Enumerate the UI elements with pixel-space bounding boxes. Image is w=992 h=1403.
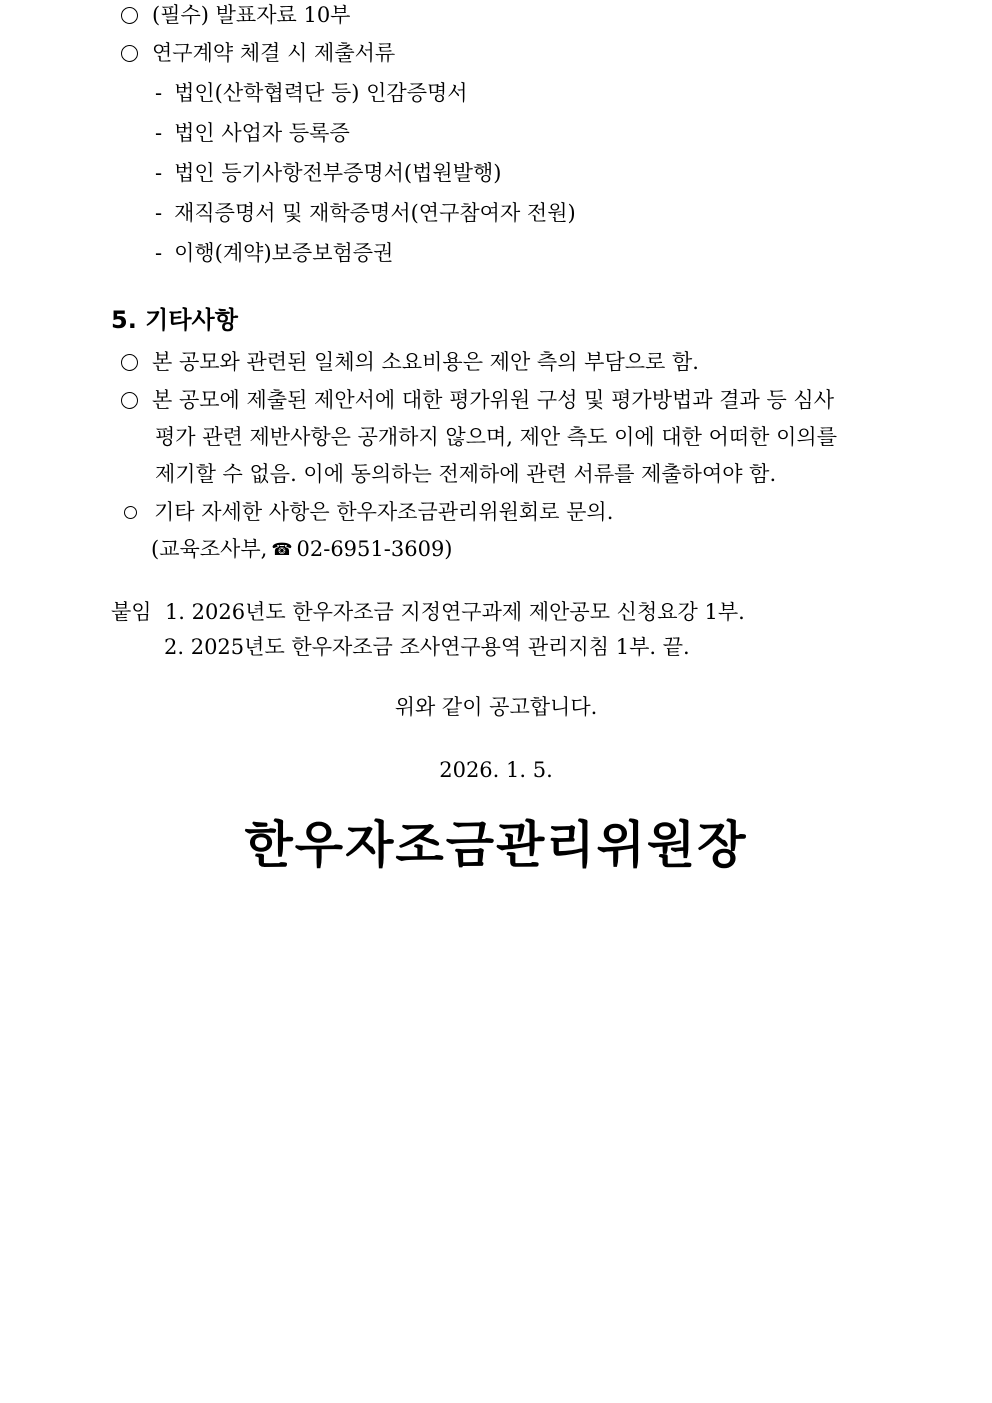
item-inquiry: 기타 자세한 사항은 한우자조금관리위원회로 문의. bbox=[154, 500, 614, 524]
item-evaluation-line1: 본 공모에 제출된 제안서에 대한 평가위원 구성 및 평가방법과 결과 등 심사 bbox=[152, 388, 835, 412]
list-item bbox=[121, 497, 613, 527]
requirement-contract-docs: 연구계약 체결 시 제출서류 bbox=[152, 41, 396, 65]
dash-bullet: - bbox=[155, 241, 163, 265]
sub-list-item bbox=[155, 238, 393, 268]
list-item bbox=[121, 38, 395, 68]
section-heading: 5. 기타사항 bbox=[111, 306, 238, 334]
list-item bbox=[121, 385, 834, 415]
sub-item-text: 이행(계약)보증보험증권 bbox=[174, 241, 394, 265]
attachment-item-1: 1. 2026년도 한우자조금 지정연구과제 제안공모 신청요강 1부. bbox=[164, 600, 745, 624]
sub-item-text: 법인 사업자 등록증 bbox=[174, 121, 350, 145]
list-item-continuation bbox=[155, 422, 837, 452]
sub-list-item bbox=[155, 78, 468, 108]
phone-icon: ☎ bbox=[271, 540, 293, 560]
list-item-continuation bbox=[155, 459, 776, 489]
announcement-date: 2026. 1. 5. bbox=[439, 758, 553, 782]
sub-item-text: 법인 등기사항전부증명서(법원발행) bbox=[174, 161, 502, 185]
attachment-label: 붙임 bbox=[111, 600, 152, 624]
circle-bullet-icon bbox=[121, 45, 138, 62]
end-mark: 끝. bbox=[662, 635, 690, 659]
item-cost-burden: 본 공모와 관련된 일체의 소요비용은 제안 측의 부담으로 함. bbox=[152, 350, 699, 374]
contact-department: (교육조사부, bbox=[151, 537, 268, 561]
dash-bullet: - bbox=[155, 201, 163, 225]
contact-phone-number: 02-6951-3609) bbox=[296, 537, 453, 561]
item-evaluation-line3: 제기할 수 없음. 이에 동의하는 전제하에 관련 서류를 제출하여야 함. bbox=[155, 462, 777, 486]
sub-item-text: 법인(산학협력단 등) 인감증명서 bbox=[174, 81, 468, 105]
dash-bullet: - bbox=[155, 121, 163, 145]
circle-bullet-icon bbox=[124, 506, 137, 519]
sub-item-text: 재직증명서 및 재학증명서(연구참여자 전원) bbox=[174, 201, 576, 225]
attachment-line bbox=[164, 632, 690, 662]
circle-bullet-icon bbox=[121, 354, 138, 371]
item-evaluation-line2: 평가 관련 제반사항은 공개하지 않으며, 제안 측도 이에 대한 어떠한 이의를 bbox=[155, 425, 838, 449]
contact-line bbox=[151, 534, 453, 565]
requirement-presentation: (필수) 발표자료 10부 bbox=[152, 3, 351, 27]
issuer-name: 한우자조금관리위원장 bbox=[244, 815, 748, 874]
sub-list-item bbox=[155, 198, 576, 228]
circle-bullet-icon bbox=[121, 7, 138, 24]
list-item bbox=[121, 347, 699, 377]
list-item bbox=[121, 0, 350, 30]
dash-bullet: - bbox=[155, 161, 163, 185]
announcement-text: 위와 같이 공고합니다. bbox=[394, 695, 598, 719]
sub-list-item bbox=[155, 158, 501, 188]
attachment-item-2: 2. 2025년도 한우자조금 조사연구용역 관리지침 1부. bbox=[164, 635, 657, 659]
dash-bullet: - bbox=[155, 81, 163, 105]
sub-list-item bbox=[155, 118, 350, 148]
circle-bullet-icon bbox=[121, 392, 138, 409]
attachment-line bbox=[111, 597, 745, 627]
